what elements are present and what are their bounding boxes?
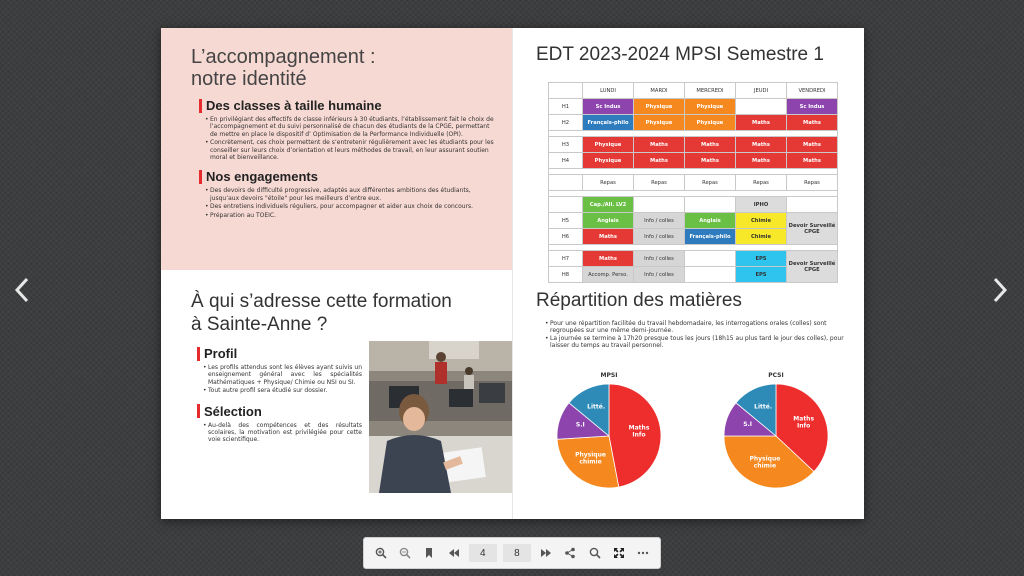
- hour-label: H5: [549, 213, 583, 229]
- pie-slice-label: Physique chimie: [749, 455, 781, 470]
- bullet-item: • Les profils attendus sont les élèves ayant suivis un enseignement général avec les spécialités Mathématiques + Physique/ Chimie ou NSI ou SI.: [203, 364, 362, 386]
- timetable: [548, 82, 838, 283]
- course-cell: Accomp. Perso.: [583, 267, 634, 283]
- course-cell: Physique: [583, 153, 634, 169]
- last-page-button[interactable]: [537, 544, 555, 562]
- empty-cell: [634, 197, 685, 213]
- course-cell: Maths: [736, 137, 787, 153]
- course-cell: Physique: [685, 99, 736, 115]
- empty-cell: [549, 175, 583, 191]
- share-button[interactable]: [561, 544, 579, 562]
- lunch-cell: Repas: [787, 175, 838, 191]
- engagements-bullets: [205, 187, 498, 219]
- classroom-photo: [369, 341, 512, 493]
- bullet-item: • Concrètement, ces choix permettent de s’entretenir régulièrement avec les étudiants pour les conseiller sur leurs choix d’orientation et leurs méthodes de travail, en leur assurant soutien moral et bienveillance.: [205, 139, 498, 161]
- course-cell: Chimie: [736, 229, 787, 245]
- pie-slice-label: Litté.: [754, 403, 773, 411]
- bullet-item: • Des entretiens individuels réguliers, pour accompagner et aider aux choix de concours.: [205, 203, 498, 210]
- empty-cell: [685, 267, 736, 283]
- bullet-item: • Préparation au TOEIC.: [205, 212, 498, 219]
- pie-slice-label: Physique chimie: [575, 451, 606, 466]
- pie-slice-label: S.I: [743, 420, 753, 428]
- day-header: VENDREDI: [787, 83, 838, 99]
- course-cell: Info / colles: [634, 213, 685, 229]
- bullet-item: • En privilégiant des effectifs de classe inférieurs à 30 étudiants, l’établissement fait le choix de l’accompagnement et du suivi personnalisé de chacun des étudiants de la CPGE, permettant de mettre en place le dispositif d’ Optimisation de la Performance Individuelle (OPI).: [205, 116, 498, 138]
- pie-slice-label: Maths Info: [793, 415, 815, 430]
- course-cell: Maths: [634, 153, 685, 169]
- search-icon: [589, 547, 601, 559]
- heading-accent-bar: [199, 170, 202, 184]
- lunch-cell: Repas: [583, 175, 634, 191]
- first-page-button[interactable]: [445, 544, 463, 562]
- fullscreen-icon: [613, 547, 625, 559]
- bookmark-icon: [423, 547, 435, 559]
- course-cell: Sc Indus: [583, 99, 634, 115]
- previous-page-arrow[interactable]: [10, 272, 34, 308]
- course-cell: Chimie: [736, 213, 787, 229]
- profil-bullets: [203, 364, 362, 395]
- course-cell: Info / colles: [634, 251, 685, 267]
- hour-label: H4: [549, 153, 583, 169]
- course-cell: Maths: [583, 229, 634, 245]
- day-header: JEUDI: [736, 83, 787, 99]
- empty-cell: [549, 197, 583, 213]
- heading-text: Sélection: [204, 403, 262, 419]
- course-cell: Info / colles: [634, 267, 685, 283]
- lunch-cell: Repas: [736, 175, 787, 191]
- pie-chart-pcsi: [721, 372, 831, 492]
- bookmark-button[interactable]: [420, 544, 438, 562]
- audience-text: [197, 346, 362, 445]
- day-header: MERCREDI: [685, 83, 736, 99]
- bullet-item: • Tout autre profil sera étudié sur dossier.: [203, 387, 362, 394]
- course-cell: Maths: [685, 137, 736, 153]
- timetable-title: EDT 2023-2024 MPSI Semestre 1: [536, 44, 824, 65]
- course-cell: Maths: [634, 137, 685, 153]
- page-fold: [512, 28, 513, 519]
- pie-title: PCSI: [768, 372, 784, 379]
- hour-label: H1: [549, 99, 583, 115]
- course-cell: EPS: [736, 267, 787, 283]
- pie-svg: [554, 380, 664, 492]
- more-options-button[interactable]: [634, 544, 652, 562]
- hour-label: H3: [549, 137, 583, 153]
- share-icon: [564, 547, 576, 559]
- heading-text: Des classes à taille humaine: [206, 98, 382, 113]
- hour-label: H6: [549, 229, 583, 245]
- course-cell: Physique: [634, 99, 685, 115]
- bullet-item: • Au-delà des compétences et des résultats scolaires, la motivation est privilégiée pour cette voie scientifique.: [203, 422, 362, 444]
- pie-slice-label: S.I: [575, 421, 585, 429]
- pie-title: MPSI: [600, 372, 618, 379]
- zoom-out-button[interactable]: [396, 544, 414, 562]
- bullet-item: • Pour une répartition facilitée du travail hebdomadaire, les interrogations orales (colles) sont regroupées sur une même demi-journée.: [545, 320, 845, 335]
- timetable-grid: [548, 82, 838, 283]
- chevron-left-icon: [13, 276, 31, 304]
- empty-cell: [787, 197, 838, 213]
- course-cell: Maths: [736, 153, 787, 169]
- selection-bullets: [203, 422, 362, 444]
- corner-cell: [549, 83, 583, 99]
- course-cell: Physique: [634, 115, 685, 131]
- course-cell: EPS: [736, 251, 787, 267]
- course-cell: Français-philo: [685, 229, 736, 245]
- title-line-2: notre identité: [191, 68, 307, 90]
- day-header: LUNDI: [583, 83, 634, 99]
- bullet-item: • Des devoirs de difficulté progressive, adaptés aux différentes ambitions des étudiants, jusqu’aux devoirs "étoile" pour les meilleurs d’entre eux.: [205, 187, 498, 202]
- accompagnement-panel: [161, 28, 512, 270]
- chevron-right-icon: [991, 276, 1009, 304]
- rewind-icon: [448, 547, 460, 559]
- course-cell: Info / colles: [634, 229, 685, 245]
- course-cell: Sc Indus: [787, 99, 838, 115]
- audience-title: [191, 290, 452, 336]
- title-line-2: à Sainte-Anne ?: [191, 314, 328, 335]
- pie-slice-label: Litté.: [587, 403, 606, 411]
- section-heading-engagements: [199, 169, 498, 184]
- course-cell: Devoir Surveillé CPGE: [787, 251, 838, 283]
- course-cell: Maths: [583, 251, 634, 267]
- section-heading-selection: [197, 404, 362, 419]
- zoom-in-icon: [375, 547, 387, 559]
- pie-chart-mpsi: [554, 372, 664, 492]
- title-line-1: L’accompagnement :: [191, 46, 376, 68]
- course-cell: Anglais: [583, 213, 634, 229]
- lunch-cell: Repas: [685, 175, 736, 191]
- search-button[interactable]: [586, 544, 604, 562]
- day-header: MARDI: [634, 83, 685, 99]
- course-cell: Maths: [736, 115, 787, 131]
- current-page-field[interactable]: 4: [469, 544, 497, 562]
- heading-text: Nos engagements: [206, 169, 318, 185]
- course-cell: IPHO: [736, 197, 787, 213]
- pie-svg: [721, 380, 831, 492]
- bullet-item: • La journée se termine à 17h20 presque tous les jours (18h15 au plus tard le jour des colles), pour laisser du temps au travail personnel.: [545, 335, 845, 350]
- course-cell: Physique: [583, 137, 634, 153]
- lunch-cell: Repas: [634, 175, 685, 191]
- course-cell: Maths: [787, 153, 838, 169]
- classes-bullets: [205, 116, 498, 161]
- brochure-spread: [161, 28, 864, 519]
- course-cell: Maths: [787, 137, 838, 153]
- zoom-in-button[interactable]: [372, 544, 390, 562]
- heading-accent-bar: [197, 347, 200, 361]
- heading-text: Profil: [204, 346, 238, 361]
- pie-slice-label: Maths Info: [628, 424, 650, 439]
- empty-cell: [685, 251, 736, 267]
- empty-cell: [685, 197, 736, 213]
- hour-label: H8: [549, 267, 583, 283]
- course-cell: Cap./All. LV2: [583, 197, 634, 213]
- heading-accent-bar: [199, 99, 202, 113]
- fullscreen-button[interactable]: [610, 544, 628, 562]
- section-heading-classes: [199, 98, 498, 113]
- title-line-1: À qui s’adresse cette formation: [191, 291, 452, 312]
- viewer-toolbar: [363, 537, 661, 569]
- course-cell: Français-philo: [583, 115, 634, 131]
- fast-forward-icon: [540, 547, 552, 559]
- course-cell: Physique: [685, 115, 736, 131]
- ellipsis-icon: [637, 547, 649, 559]
- repartition-bullets: [545, 320, 845, 350]
- course-cell: Maths: [685, 153, 736, 169]
- accompagnement-title: [191, 46, 498, 90]
- next-page-arrow[interactable]: [988, 272, 1012, 308]
- repartition-title: Répartition des matières: [536, 290, 742, 311]
- course-cell: Maths: [787, 115, 838, 131]
- course-cell: Devoir Surveillé CPGE: [787, 213, 838, 245]
- zoom-out-icon: [399, 547, 411, 559]
- course-cell: Anglais: [685, 213, 736, 229]
- empty-cell: [736, 99, 787, 115]
- hour-label: H7: [549, 251, 583, 267]
- section-heading-profil: [197, 346, 362, 361]
- heading-accent-bar: [197, 404, 200, 418]
- total-pages-field: 8: [503, 544, 531, 562]
- hour-label: H2: [549, 115, 583, 131]
